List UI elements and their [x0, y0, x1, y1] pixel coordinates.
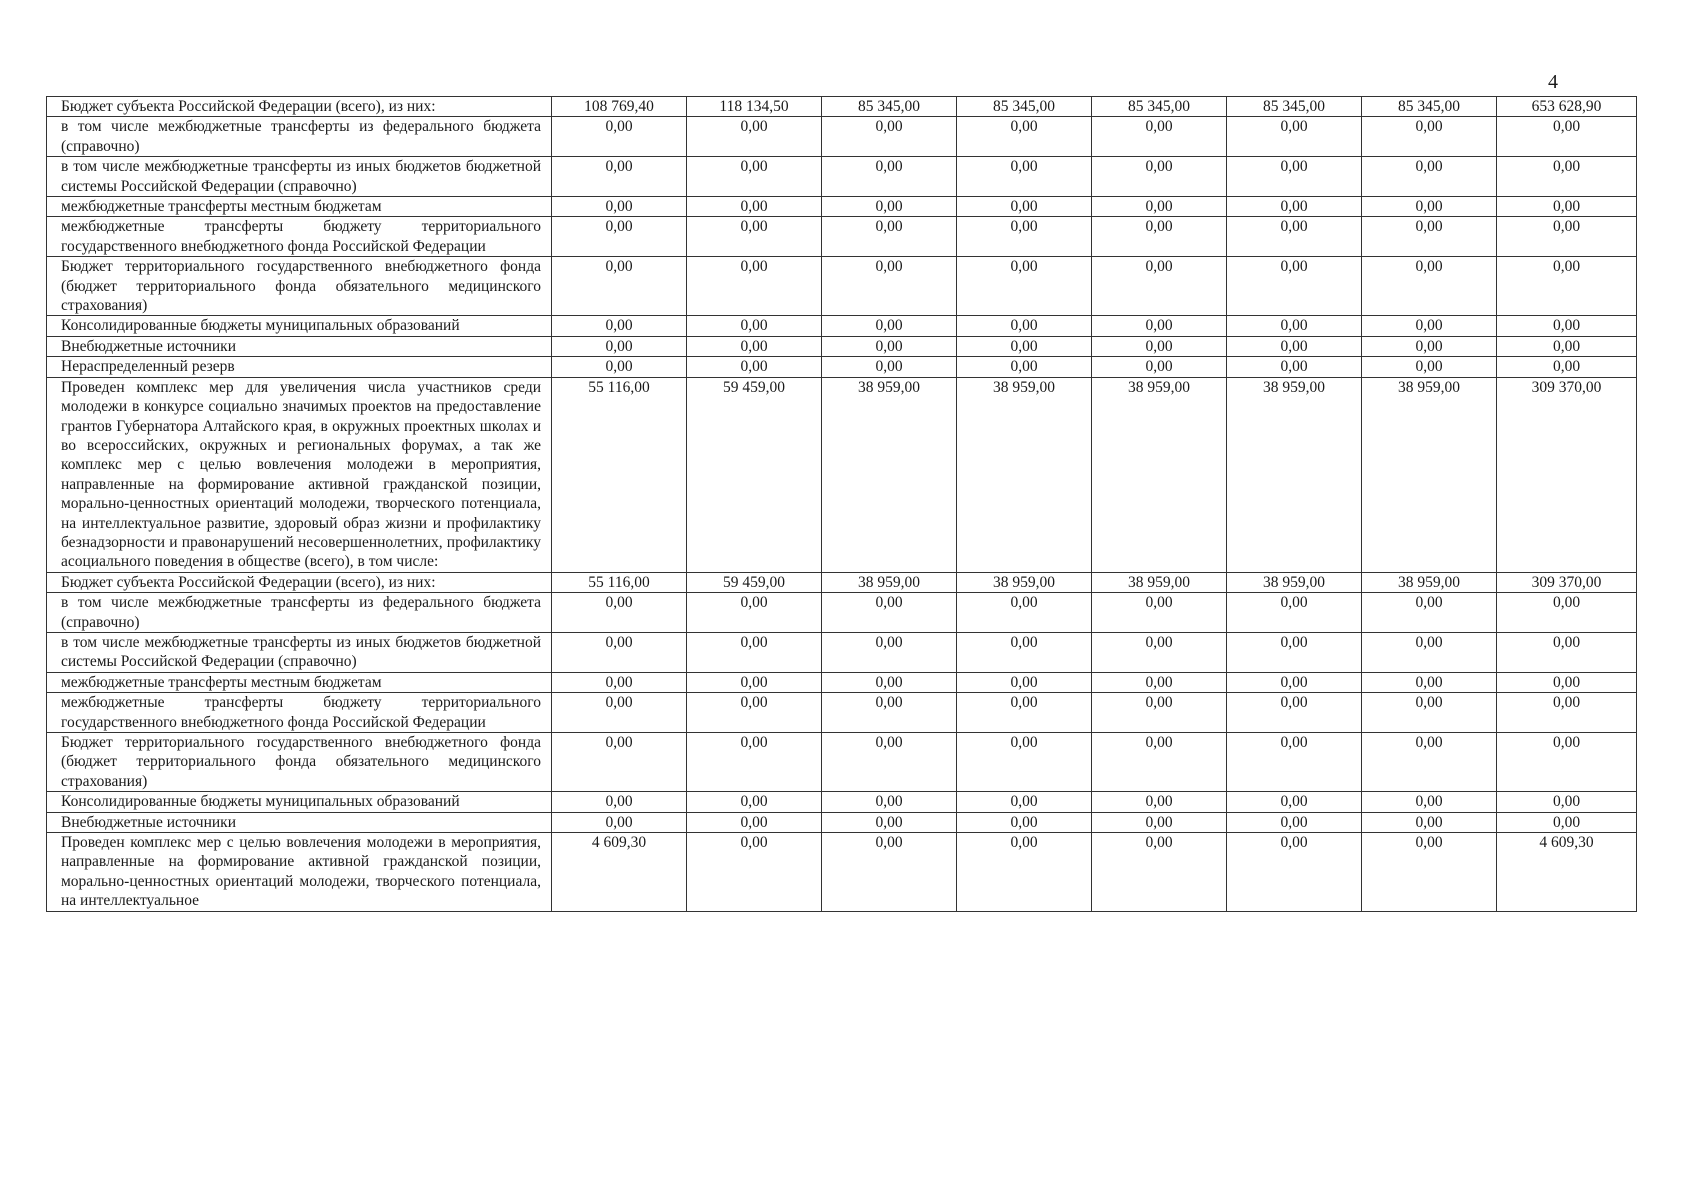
- row-year-value: 0,00: [1362, 336, 1497, 356]
- row-year-value: 0,00: [1092, 812, 1227, 832]
- row-year-value: 85 345,00: [1092, 97, 1227, 117]
- row-year-value: 0,00: [957, 117, 1092, 157]
- row-year-value: 0,00: [1227, 257, 1362, 316]
- row-year-value: 0,00: [822, 157, 957, 197]
- row-year-value: 0,00: [822, 316, 957, 336]
- row-total-value: 0,00: [1497, 357, 1637, 377]
- row-year-value: 0,00: [1092, 833, 1227, 912]
- row-year-value: 85 345,00: [822, 97, 957, 117]
- row-year-value: 59 459,00: [687, 377, 822, 572]
- row-label: Внебюджетные источники: [47, 336, 552, 356]
- row-year-value: 0,00: [957, 157, 1092, 197]
- row-year-value: 0,00: [1227, 316, 1362, 336]
- row-total-value: 0,00: [1497, 632, 1637, 672]
- table-row: [47, 197, 1637, 217]
- row-year-value: 59 459,00: [687, 572, 822, 592]
- row-year-value: 0,00: [822, 632, 957, 672]
- row-year-value: 0,00: [1092, 157, 1227, 197]
- row-year-value: 0,00: [957, 217, 1092, 257]
- row-year-value: 0,00: [687, 336, 822, 356]
- row-year-value: 0,00: [957, 336, 1092, 356]
- row-label: в том числе межбюджетные трансферты из федерального бюджета (справочно): [47, 593, 552, 633]
- row-total-value: 0,00: [1497, 672, 1637, 692]
- row-year-value: 0,00: [822, 833, 957, 912]
- row-year-value: 0,00: [1092, 357, 1227, 377]
- table-row: [47, 572, 1637, 592]
- row-year-value: 0,00: [687, 357, 822, 377]
- row-year-value: 0,00: [1227, 117, 1362, 157]
- row-year-value: 0,00: [552, 792, 687, 812]
- row-year-value: 0,00: [1362, 197, 1497, 217]
- row-year-value: 0,00: [687, 217, 822, 257]
- row-total-value: 309 370,00: [1497, 572, 1637, 592]
- row-year-value: 0,00: [1227, 833, 1362, 912]
- row-label: Проведен комплекс мер для увеличения числа участников среди молодежи в конкурсе социально значимых проектов на предоставление грантов Губернатора Алтайского края, в окружных проектных школах и во всероссийских, окружных и региональных форумах, а так же комплекс мер с целью вовлечения молодежи в мероприятия, направленные на формирование активной гражданской позиции, морально-ценностных ориентаций молодежи, творческого потенциала, на интеллектуальное развитие, здоровый образ жизни и профилактику безнадзорности и правонарушений несовершеннолетних, профилактику асоциального поведения в обществе (всего), в том числе:: [47, 377, 552, 572]
- row-total-value: 4 609,30: [1497, 833, 1637, 912]
- row-year-value: 0,00: [1362, 812, 1497, 832]
- table-row: [47, 593, 1637, 633]
- row-year-value: 0,00: [1362, 316, 1497, 336]
- row-year-value: 0,00: [1092, 197, 1227, 217]
- row-year-value: 0,00: [822, 336, 957, 356]
- table-row: [47, 812, 1637, 832]
- budget-table: [46, 96, 1637, 912]
- row-year-value: 0,00: [552, 336, 687, 356]
- table-body: [47, 97, 1637, 912]
- row-total-value: 0,00: [1497, 117, 1637, 157]
- row-year-value: 0,00: [1227, 593, 1362, 633]
- row-label: Бюджет субъекта Российской Федерации (всего), из них:: [47, 572, 552, 592]
- row-total-value: 0,00: [1497, 733, 1637, 792]
- row-year-value: 0,00: [687, 593, 822, 633]
- row-year-value: 0,00: [552, 257, 687, 316]
- row-year-value: 38 959,00: [1092, 572, 1227, 592]
- row-year-value: 0,00: [1092, 336, 1227, 356]
- row-year-value: 0,00: [687, 672, 822, 692]
- row-year-value: 38 959,00: [1227, 377, 1362, 572]
- row-year-value: 85 345,00: [1362, 97, 1497, 117]
- table-row: [47, 117, 1637, 157]
- table-row: [47, 672, 1637, 692]
- row-label: межбюджетные трансферты местным бюджетам: [47, 672, 552, 692]
- table-row: [47, 257, 1637, 316]
- row-year-value: 0,00: [1362, 157, 1497, 197]
- row-year-value: 0,00: [957, 733, 1092, 792]
- row-label: в том числе межбюджетные трансферты из федерального бюджета (справочно): [47, 117, 552, 157]
- row-year-value: 0,00: [957, 833, 1092, 912]
- row-year-value: 118 134,50: [687, 97, 822, 117]
- row-year-value: 38 959,00: [1362, 572, 1497, 592]
- row-label: Консолидированные бюджеты муниципальных образований: [47, 792, 552, 812]
- row-year-value: 0,00: [822, 197, 957, 217]
- row-label: межбюджетные трансферты бюджету территориального государственного внебюджетного фонда Российской Федерации: [47, 217, 552, 257]
- row-year-value: 0,00: [1362, 217, 1497, 257]
- row-year-value: 0,00: [1362, 693, 1497, 733]
- row-year-value: 0,00: [957, 357, 1092, 377]
- row-year-value: 0,00: [1092, 733, 1227, 792]
- table-row: [47, 733, 1637, 792]
- row-label: Бюджет территориального государственного внебюджетного фонда (бюджет территориального фонда обязательного медицинского страхования): [47, 257, 552, 316]
- row-total-value: 0,00: [1497, 197, 1637, 217]
- row-year-value: 0,00: [552, 316, 687, 336]
- row-year-value: 0,00: [1227, 733, 1362, 792]
- row-year-value: 0,00: [822, 593, 957, 633]
- row-year-value: 0,00: [1227, 197, 1362, 217]
- row-year-value: 0,00: [552, 593, 687, 633]
- row-year-value: 0,00: [552, 217, 687, 257]
- table-row: [47, 833, 1637, 912]
- row-year-value: 85 345,00: [1227, 97, 1362, 117]
- row-total-value: 309 370,00: [1497, 377, 1637, 572]
- row-year-value: 0,00: [1362, 257, 1497, 316]
- table-row: [47, 336, 1637, 356]
- row-label: Внебюджетные источники: [47, 812, 552, 832]
- row-year-value: 38 959,00: [1092, 377, 1227, 572]
- row-year-value: 0,00: [552, 812, 687, 832]
- table-row: [47, 377, 1637, 572]
- row-year-value: 0,00: [687, 257, 822, 316]
- row-year-value: 0,00: [822, 117, 957, 157]
- row-year-value: 0,00: [1092, 632, 1227, 672]
- row-year-value: 0,00: [957, 812, 1092, 832]
- row-year-value: 38 959,00: [1227, 572, 1362, 592]
- row-label: межбюджетные трансферты местным бюджетам: [47, 197, 552, 217]
- row-year-value: 0,00: [1227, 812, 1362, 832]
- row-year-value: 0,00: [552, 693, 687, 733]
- row-year-value: 0,00: [1362, 792, 1497, 812]
- row-year-value: 0,00: [822, 693, 957, 733]
- row-total-value: 653 628,90: [1497, 97, 1637, 117]
- row-year-value: 0,00: [822, 733, 957, 792]
- row-year-value: 0,00: [1092, 257, 1227, 316]
- table-row: [47, 97, 1637, 117]
- row-year-value: 38 959,00: [822, 377, 957, 572]
- row-year-value: 0,00: [957, 632, 1092, 672]
- row-label: Нераспределенный резерв: [47, 357, 552, 377]
- table-row: [47, 316, 1637, 336]
- row-year-value: 0,00: [1227, 792, 1362, 812]
- row-label: Бюджет территориального государственного внебюджетного фонда (бюджет территориального фонда обязательного медицинского страхования): [47, 733, 552, 792]
- row-year-value: 55 116,00: [552, 377, 687, 572]
- page-number: 4: [1548, 71, 1558, 93]
- row-year-value: 0,00: [552, 117, 687, 157]
- row-year-value: 0,00: [822, 672, 957, 692]
- row-year-value: 0,00: [687, 117, 822, 157]
- row-year-value: 0,00: [1362, 672, 1497, 692]
- row-year-value: 0,00: [1227, 336, 1362, 356]
- row-year-value: 0,00: [1092, 316, 1227, 336]
- row-year-value: 108 769,40: [552, 97, 687, 117]
- row-year-value: 0,00: [687, 693, 822, 733]
- row-total-value: 0,00: [1497, 257, 1637, 316]
- row-year-value: 0,00: [1362, 593, 1497, 633]
- row-year-value: 0,00: [1227, 157, 1362, 197]
- row-year-value: 0,00: [957, 672, 1092, 692]
- table-row: [47, 693, 1637, 733]
- row-total-value: 0,00: [1497, 693, 1637, 733]
- row-year-value: 0,00: [687, 632, 822, 672]
- row-year-value: 0,00: [1092, 693, 1227, 733]
- row-year-value: 0,00: [1227, 693, 1362, 733]
- row-year-value: 0,00: [822, 257, 957, 316]
- row-year-value: 0,00: [1092, 672, 1227, 692]
- row-year-value: 0,00: [822, 812, 957, 832]
- row-year-value: 0,00: [957, 316, 1092, 336]
- row-year-value: 0,00: [1362, 357, 1497, 377]
- row-year-value: 0,00: [822, 792, 957, 812]
- row-year-value: 38 959,00: [1362, 377, 1497, 572]
- row-total-value: 0,00: [1497, 336, 1637, 356]
- row-year-value: 0,00: [552, 197, 687, 217]
- row-total-value: 0,00: [1497, 593, 1637, 633]
- row-year-value: 0,00: [1362, 632, 1497, 672]
- row-year-value: 0,00: [687, 812, 822, 832]
- row-total-value: 0,00: [1497, 792, 1637, 812]
- table-row: [47, 357, 1637, 377]
- row-year-value: 0,00: [957, 257, 1092, 316]
- row-year-value: 0,00: [687, 792, 822, 812]
- row-label: Консолидированные бюджеты муниципальных образований: [47, 316, 552, 336]
- row-year-value: 0,00: [687, 197, 822, 217]
- row-label: в том числе межбюджетные трансферты из иных бюджетов бюджетной системы Российской Федерации (справочно): [47, 632, 552, 672]
- row-year-value: 0,00: [1227, 672, 1362, 692]
- row-year-value: 0,00: [1362, 733, 1497, 792]
- row-label: Бюджет субъекта Российской Федерации (всего), из них:: [47, 97, 552, 117]
- row-total-value: 0,00: [1497, 812, 1637, 832]
- row-label: Проведен комплекс мер с целью вовлечения молодежи в мероприятия, направленные на формирование активной гражданской позиции, морально-ценностных ориентаций молодежи, творческого потенциала, на интеллектуальное: [47, 833, 552, 912]
- row-year-value: 4 609,30: [552, 833, 687, 912]
- row-year-value: 55 116,00: [552, 572, 687, 592]
- row-label: в том числе межбюджетные трансферты из иных бюджетов бюджетной системы Российской Федерации (справочно): [47, 157, 552, 197]
- row-year-value: 0,00: [552, 157, 687, 197]
- row-year-value: 0,00: [552, 357, 687, 377]
- row-year-value: 0,00: [687, 157, 822, 197]
- row-year-value: 0,00: [687, 833, 822, 912]
- row-year-value: 0,00: [957, 593, 1092, 633]
- row-year-value: 0,00: [687, 733, 822, 792]
- row-year-value: 0,00: [1227, 632, 1362, 672]
- table-row: [47, 217, 1637, 257]
- row-total-value: 0,00: [1497, 316, 1637, 336]
- row-year-value: 0,00: [957, 197, 1092, 217]
- row-total-value: 0,00: [1497, 217, 1637, 257]
- row-year-value: 0,00: [957, 693, 1092, 733]
- row-year-value: 0,00: [552, 672, 687, 692]
- row-year-value: 0,00: [822, 217, 957, 257]
- row-year-value: 0,00: [687, 316, 822, 336]
- row-year-value: 0,00: [957, 792, 1092, 812]
- row-total-value: 0,00: [1497, 157, 1637, 197]
- row-year-value: 38 959,00: [957, 377, 1092, 572]
- row-year-value: 0,00: [1227, 357, 1362, 377]
- row-year-value: 0,00: [1092, 792, 1227, 812]
- row-year-value: 0,00: [552, 733, 687, 792]
- row-year-value: 0,00: [1227, 217, 1362, 257]
- table-row: [47, 632, 1637, 672]
- row-year-value: 0,00: [1362, 117, 1497, 157]
- row-year-value: 38 959,00: [957, 572, 1092, 592]
- row-year-value: 0,00: [822, 357, 957, 377]
- row-label: межбюджетные трансферты бюджету территориального государственного внебюджетного фонда Российской Федерации: [47, 693, 552, 733]
- row-year-value: 38 959,00: [822, 572, 957, 592]
- table-row: [47, 792, 1637, 812]
- row-year-value: 0,00: [1092, 117, 1227, 157]
- row-year-value: 85 345,00: [957, 97, 1092, 117]
- row-year-value: 0,00: [1092, 217, 1227, 257]
- row-year-value: 0,00: [1092, 593, 1227, 633]
- table-row: [47, 157, 1637, 197]
- row-year-value: 0,00: [552, 632, 687, 672]
- row-year-value: 0,00: [1362, 833, 1497, 912]
